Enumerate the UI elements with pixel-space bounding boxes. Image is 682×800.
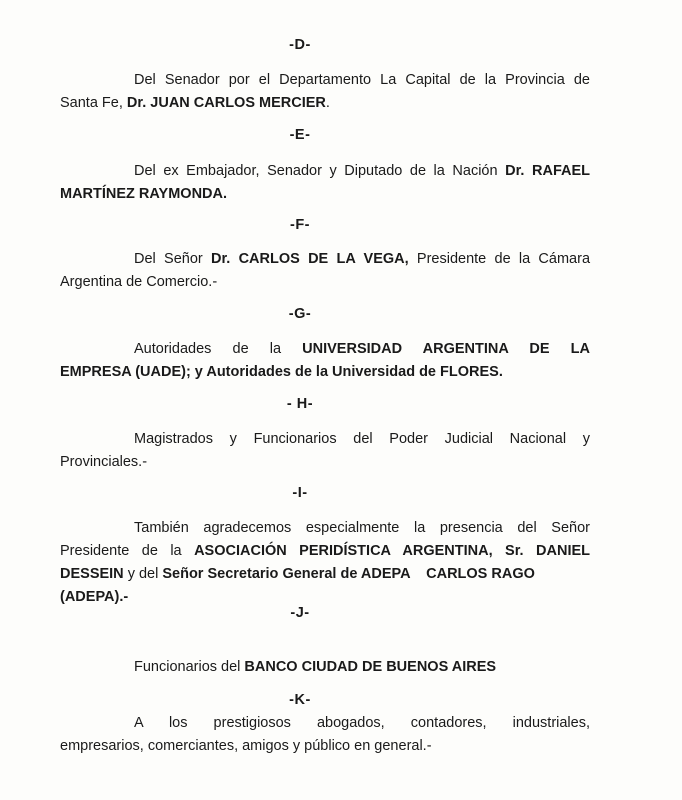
- paragraph-d: [60, 69, 590, 115]
- section-heading-g: -G-: [288, 306, 312, 322]
- section-heading-h: - H-: [286, 396, 314, 412]
- paragraph-h: [60, 428, 590, 474]
- paragraph-line: Magistrados y Funcionarios del Poder Judicial Nacional y: [134, 431, 590, 447]
- paragraph-i: [60, 517, 590, 609]
- paragraph-line: DESSEIN y del Señor Secretario General de ADEPA CARLOS RAGO: [60, 566, 535, 582]
- paragraph-line: Del Senador por el Departamento La Capital de la Provincia de: [134, 72, 590, 88]
- paragraph-line: (ADEPA).-: [60, 589, 129, 605]
- paragraph-line: Del ex Embajador, Senador y Diputado de la Nación Dr. RAFAEL: [134, 163, 591, 179]
- paragraph-line: Del Señor Dr. CARLOS DE LA VEGA, Presidente de la Cámara: [134, 251, 591, 267]
- paragraph-line: También agradecemos especialmente la presencia del Señor: [134, 520, 590, 536]
- paragraph-line: Argentina de Comercio.-: [60, 274, 218, 290]
- section-heading-d: -D-: [289, 37, 311, 53]
- paragraph-line: Provinciales.-: [60, 454, 148, 470]
- paragraph-line: EMPRESA (UADE); y Autoridades de la Universidad de FLORES.: [60, 364, 503, 380]
- section-heading-e: -E-: [289, 127, 311, 143]
- paragraph-line: Autoridades de la UNIVERSIDAD ARGENTINA DE LA: [134, 341, 590, 357]
- paragraph-line: A los prestigiosos abogados, contadores, industriales,: [134, 715, 590, 731]
- paragraph-f: [60, 248, 590, 294]
- paragraph-line: Santa Fe, Dr. JUAN CARLOS MERCIER.: [60, 95, 330, 111]
- paragraph-line: MARTÍNEZ RAYMONDA.: [60, 186, 228, 202]
- paragraph-line: empresarios, comerciantes, amigos y público en general.-: [60, 738, 432, 754]
- section-heading-j: -J-: [290, 605, 310, 621]
- paragraph-k: [60, 712, 590, 758]
- section-heading-k: -K-: [289, 692, 311, 708]
- paragraph-line: Funcionarios del BANCO CIUDAD DE BUENOS AIRES: [134, 659, 497, 675]
- paragraph-e: [60, 160, 590, 206]
- paragraph-g: [60, 338, 590, 384]
- section-heading-f: -F-: [289, 217, 310, 233]
- section-heading-i: -I-: [292, 485, 308, 501]
- paragraph-line: Presidente de la ASOCIACIÓN PERIDÍSTICA ARGENTINA, Sr. DANIEL: [60, 543, 590, 559]
- paragraph-j: [60, 656, 590, 679]
